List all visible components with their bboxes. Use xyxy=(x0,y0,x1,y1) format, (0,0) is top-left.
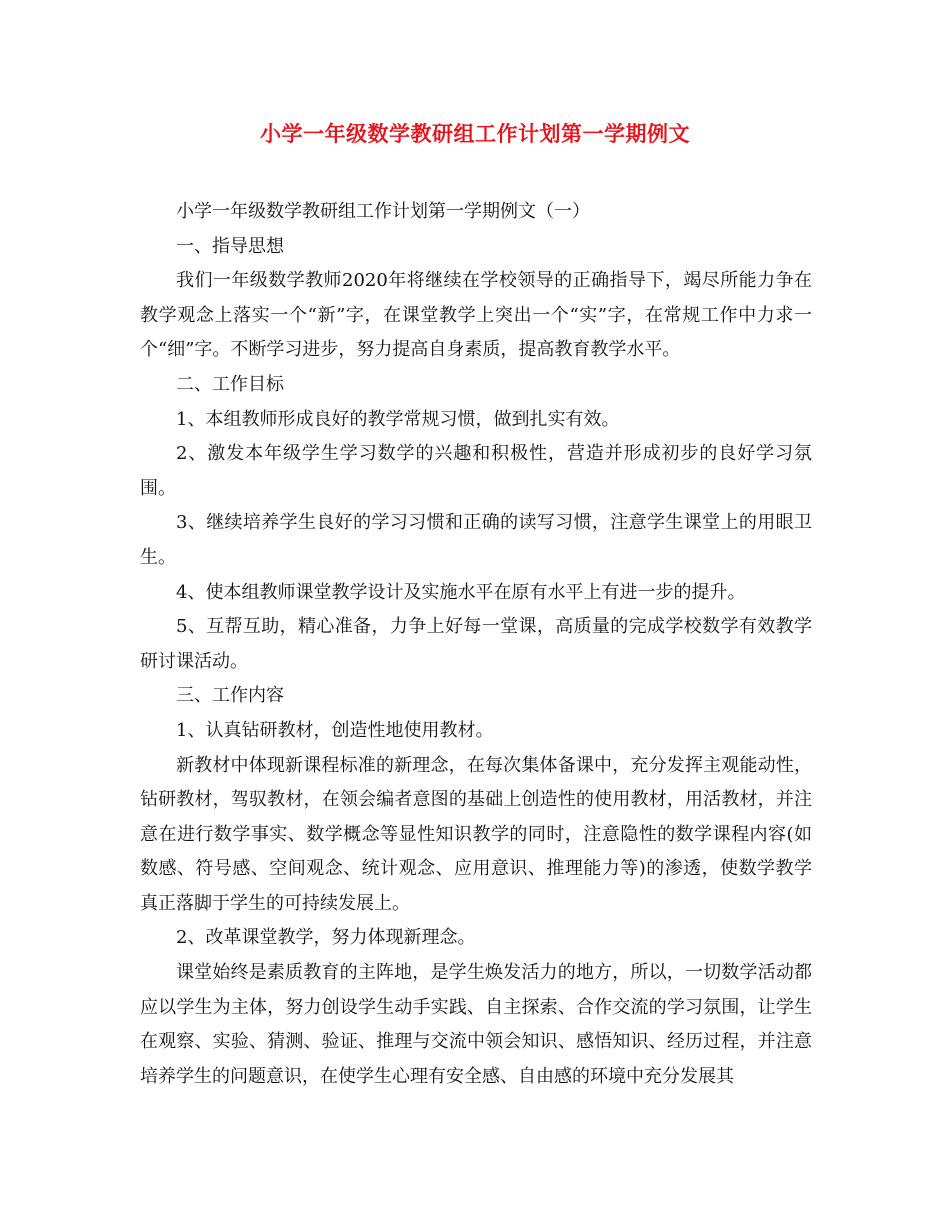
document-body xyxy=(140,195,812,1094)
paragraph-subtitle: 小学一年级数学教研组工作计划第一学期例文（一） xyxy=(176,201,590,222)
content-item-1-body: 新教材中体现新课程标准的新理念，在每次集体备课中，充分发挥主观能动性，钻研教材，驾驭教材，在领会编者意图的基础上创造性的使用教材，用活教材，并注意在进行数学事实、数学概念等显性知识教学的同时，注意隐性的数学课程内容(如数感、符号感、空间观念、统计观念、应用意识、推理能力等)的渗透，使数学教学真正落脚于学生的可持续发展上。 xyxy=(140,754,812,914)
goal-item-2: 2、激发本年级学生学习数学的兴趣和积极性，营造并形成初步的良好学习氛围。 xyxy=(140,443,812,499)
section-heading-work-goals: 二、工作目标 xyxy=(176,373,284,395)
goal-item-4: 4、使本组教师课堂教学设计及实施水平在原有水平上有进一步的提升。 xyxy=(176,581,746,603)
section-heading-guiding-ideology: 一、指导思想 xyxy=(176,235,284,257)
content-item-2-body: 课堂始终是素质教育的主阵地，是学生焕发活力的地方，所以，一切数学活动都应以学生为主体，努力创设学生动手实践、自主探索、合作交流的学习氛围，让学生在观察、实验、猜测、验证、推理与交流中领会知识、感悟知识、经历过程，并注意培养学生的问题意识，在使学生心理有安全感、自由感的环境中充分发展其 xyxy=(140,962,812,1087)
section-heading-work-content: 三、工作内容 xyxy=(176,685,284,707)
paragraph-guiding-ideology: 我们一年级数学教师2020年将继续在学校领导的正确指导下，竭尽所能力争在教学观念上落实一个“新”字，在课堂教学上突出一个“实”字，在常规工作中力求一个“细”字。不断学习进步，努力提高自身素质，提高教育教学水平。 xyxy=(140,270,812,361)
goal-item-5: 5、互帮互助，精心准备，力争上好每一堂课，高质量的完成学校数学有效教学研讨课活动。 xyxy=(140,616,812,672)
content-item-2-heading: 2、改革课堂教学，努力体现新理念。 xyxy=(176,927,476,949)
goal-item-3: 3、继续培养学生良好的学习习惯和正确的读写习惯，注意学生课堂上的用眼卫生。 xyxy=(140,512,812,568)
content-item-1-heading: 1、认真钻研教材，创造性地使用教材。 xyxy=(176,719,494,741)
document-title: 小学一年级数学教研组工作计划第一学期例文 xyxy=(260,121,690,146)
goal-item-1: 1、本组教师形成良好的教学常规习惯，做到扎实有效。 xyxy=(176,408,620,430)
